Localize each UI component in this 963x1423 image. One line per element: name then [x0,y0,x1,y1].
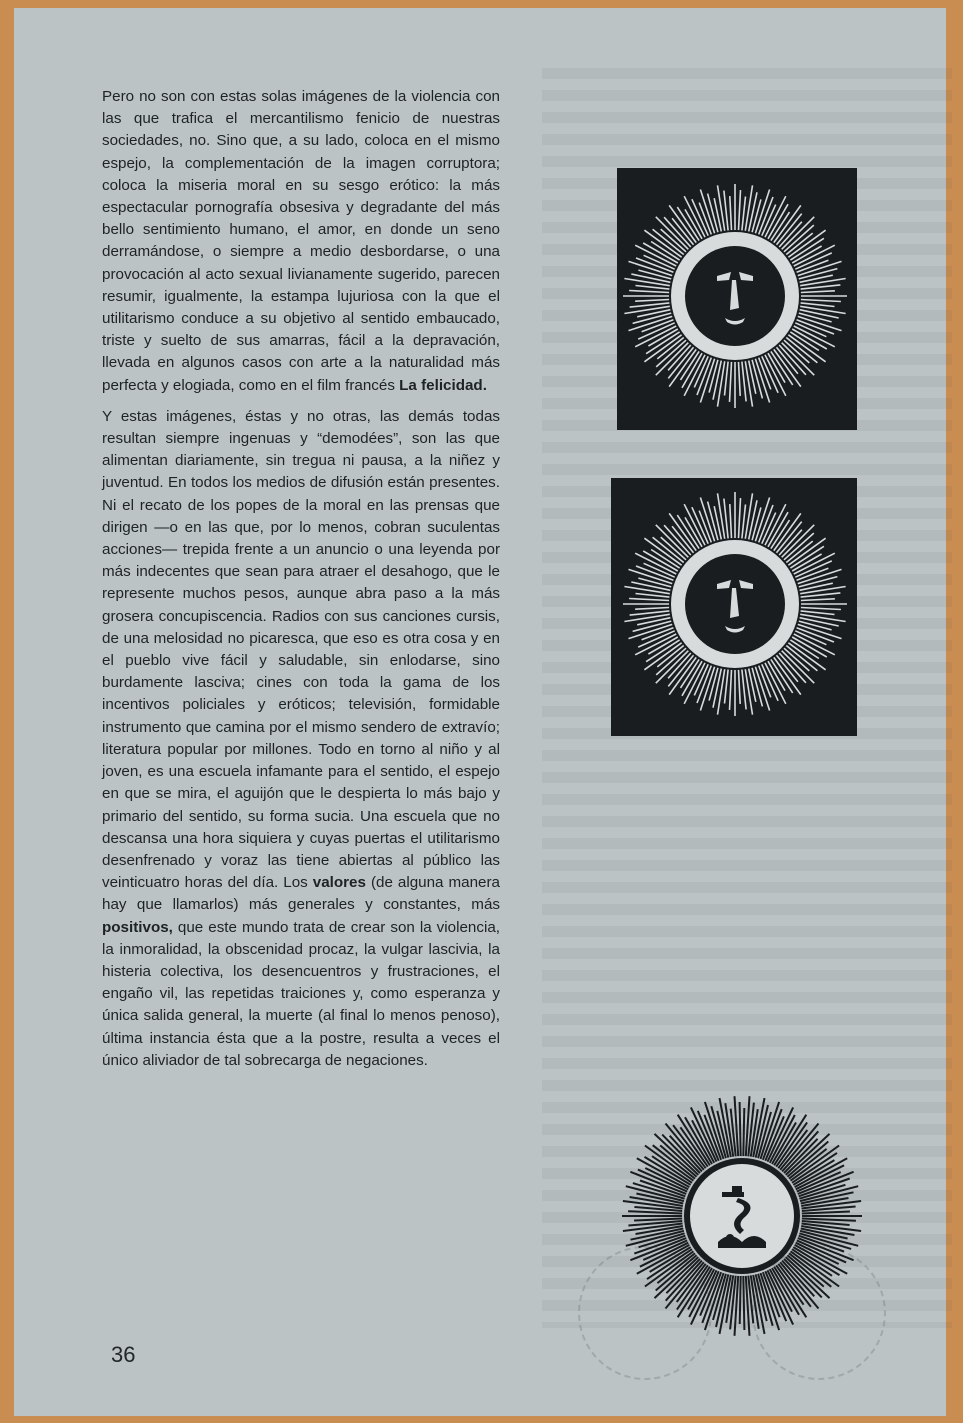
article-text [102,86,500,1072]
valores-emphasis: valores [312,874,366,892]
paragraph-2-text-a: Y estas imágenes, éstas y no otras, las demás todas resultan siempre ingenuas y “demodées”, son las que alimentan diariamente, sin tregua ni pausa, a la niñez y juventud. En todos los medios de difusión están presentes. Ni el recato de los popes de la moral en las prensas que dirigen —o en las que, por lo menos, cobran suculentas acciones— trepida frente a un anuncio o una leyenda por más indecentes que sean para atraer el desahogo, que le represente muchos pesos, aunque abra paso a la más grosera concupiscencia. Radios con sus canciones cursis, de una melosidad no picaresca, que eso es otra cosa y en el pueblo vive fácil y saludable, sin enlodarse, sino burdamente lasciva; cines con toda la gama de los incentivos policiales y eróticos; televisión, formidable instrumento que camina por el mismo sendero de extravío; literatura popular por millones. Todo en torno al niño y al joven, es una escuela infamante para el sentido, el espejo en que se mira, el aguijón que le despierta lo más bajo y primario del sentido, su forma sucia. Una escuela que no descansa una hora siquiera y cuyas puertas el utilitarismo desenfrenado y voraz las tiene abiertas al público las veinticuatro horas del día. Los [102,407,500,892]
paragraph-2-text-b: (de alguna manera hay que llamarlos) más generales y constantes, más [102,874,501,914]
paragraph-2 [102,406,500,1072]
page-number: 36 [111,1342,136,1367]
sun-face-illustration-top [617,168,857,430]
sun-face-illustration-middle [611,478,857,736]
paragraph-2-text-c: que este mundo trata de crear son la violencia, la inmoralidad, la obscenidad procaz, la vulgar lascivia, la histeria colectiva, los desencuentros y frustraciones, el engaño vil, las repetidas traiciones y, como esperanza y única salida general, la muerte (al final lo menos penoso), última instancia ésta que a la postre, resulta a veces el único aliviador de tal sobrecarga de negaciones. [102,918,500,1069]
sun-emblem-svg [618,1092,866,1340]
sun-face-svg-top [617,168,857,430]
positivos-emphasis: positivos, [102,918,173,936]
paragraph-1-text: Pero no son con estas solas imágenes de la violencia con las que trafica el mercantilismo fenicio de nuestras sociedades, no. Sino que, a su lado, coloca en el mismo espejo, la complementación de la imagen corruptora; coloca la miseria moral en su sesgo erótico: la más espectacular pornografía obsesiva y degradante del más bello sentimiento humano, el amor, en donde un seno derramándose, o siempre a medio desbordarse, o una provocación al acto sexual livianamente sugerido, parecen resumir, igualmente, la estampa lujuriosa con la que el utilitarismo conduce a su objetivo al sentido embaucado, triste y suelto de sus amarras, fácil a la depravación, llevada en algunos casos con arte a la naturalidad más perfecta y elogiada, como en el film francés [102,88,500,394]
paragraph-1 [102,86,500,397]
film-title: La felicidad. [399,376,487,394]
sun-face-svg-middle [611,478,857,736]
sun-emblem-illustration-round [618,1092,866,1340]
